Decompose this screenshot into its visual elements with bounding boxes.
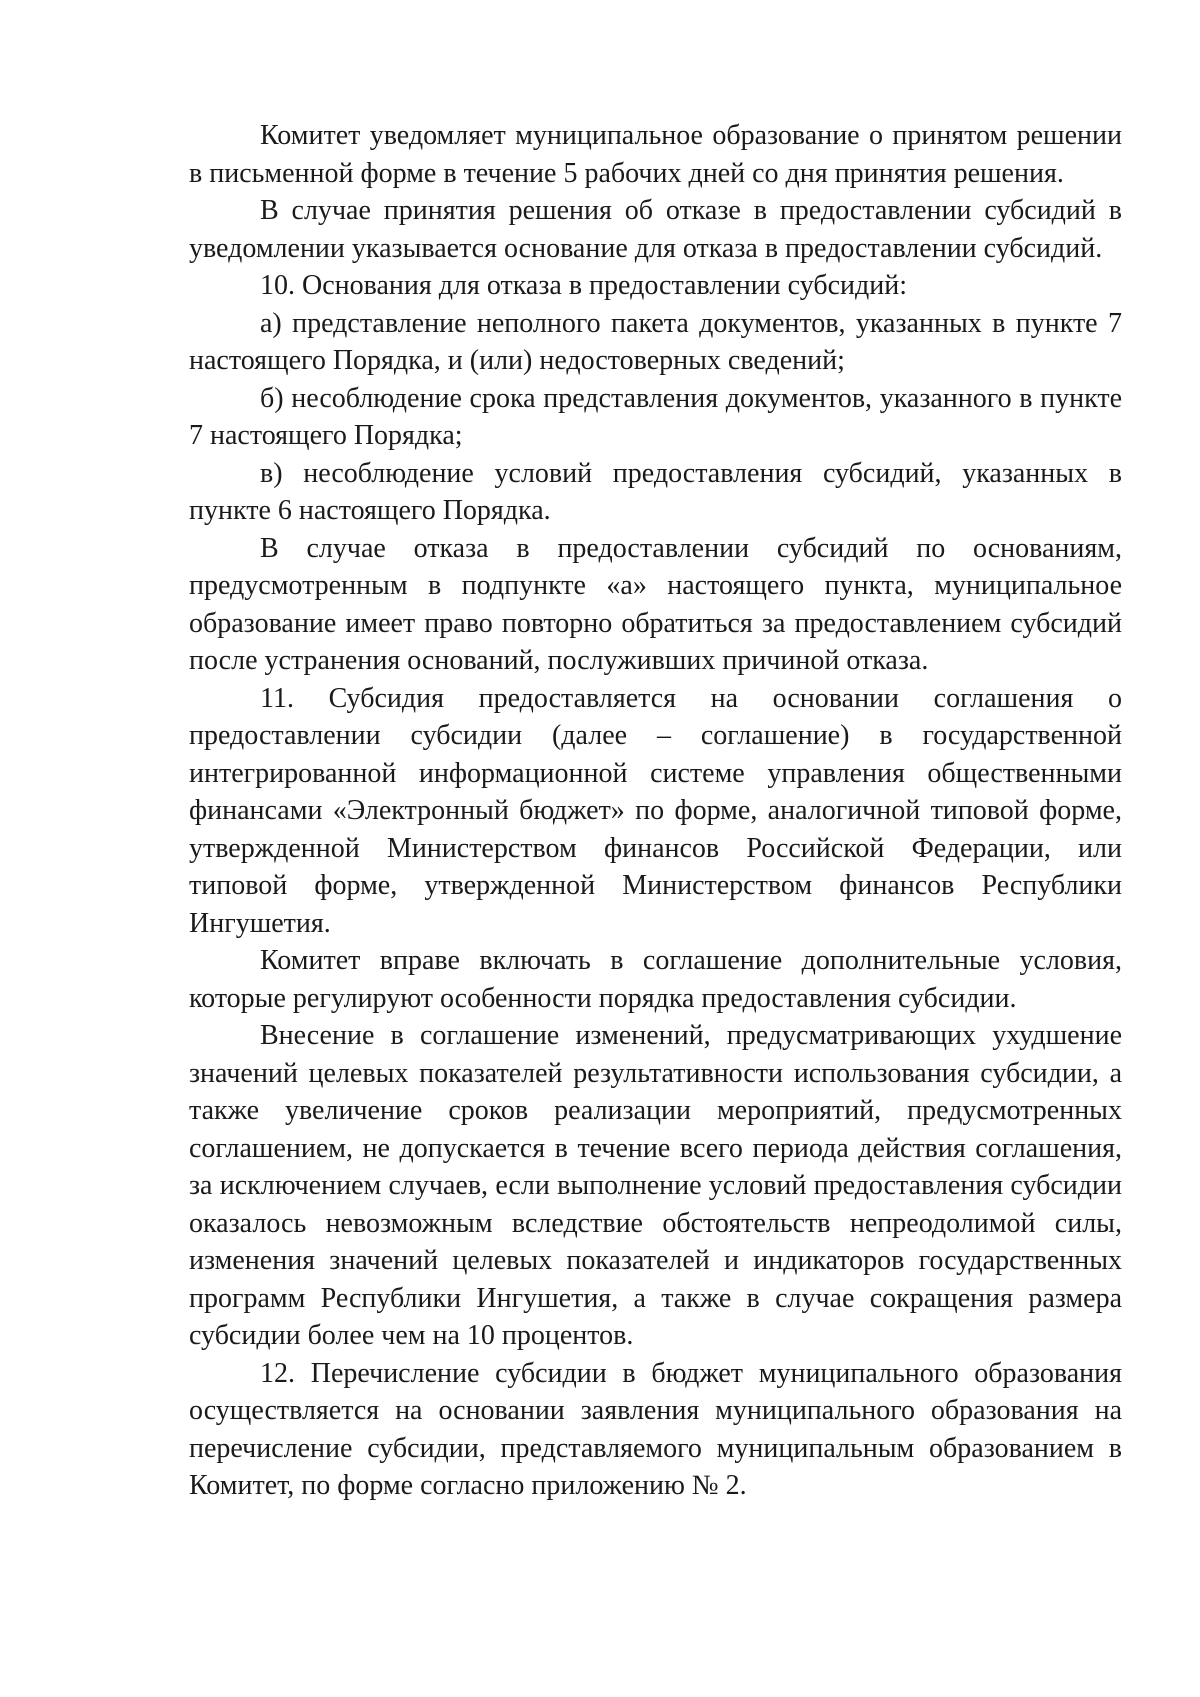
paragraph-refusal-notice: В случае принятия решения об отказе в предоставлении субсидий в уведомлении указывается основание для отказа в предоставлении субсидий. bbox=[189, 195, 1122, 264]
paragraph-item-10v: в) несоблюдение условий предоставления субсидий, указанных в пункте 6 настоящего Порядка. bbox=[189, 457, 1122, 526]
paragraph-additional-conditions: Комитет вправе включать в соглашение дополнительные условия, которые регулируют особенности порядка предоставления субсидии. bbox=[189, 945, 1122, 1014]
paragraph-item-12: 12. Перечисление субсидии в бюджет муниципального образования осуществляется на основании заявления муниципального образования на перечисление субсидии, представляемого муниципальным образованием в Комитет, по форме согласно приложению № 2. bbox=[189, 1357, 1122, 1501]
paragraph-resubmission: В случае отказа в предоставлении субсидий по основаниям, предусмотренным в подпункте «а» настоящего пункта, муниципальное образование имеет право повторно обратиться за предоставлением субсидий после устранения оснований, послуживших причиной отказа. bbox=[189, 532, 1122, 676]
paragraph-item-11: 11. Субсидия предоставляется на основании соглашения о предоставлении субсидии (далее – соглашение) в государственной интегрированной информационной системе управления общественными финансами «Электронный бюджет» по форме, аналогичной типовой форме, утвержденной Министерством финансов Российской Федерации, или типовой форме, утвержденной Министерством финансов Республики Ингушетия. bbox=[189, 682, 1122, 939]
paragraph-item-10a: а) представление неполного пакета документов, указанных в пункте 7 настоящего Порядка, и (или) недостоверных сведений; bbox=[189, 307, 1122, 376]
paragraph-item-10b: б) несоблюдение срока представления документов, указанного в пункте 7 настоящего Порядка; bbox=[189, 382, 1122, 451]
paragraph-item-10: 10. Основания для отказа в предоставлении субсидий: bbox=[260, 270, 908, 301]
paragraph-notification: Комитет уведомляет муниципальное образование о принятом решении в письменной форме в течение 5 рабочих дней со дня принятия решения. bbox=[189, 120, 1122, 189]
document-page bbox=[189, 117, 1122, 1505]
paragraph-amendments: Внесение в соглашение изменений, предусматривающих ухудшение значений целевых показателей результативности использования субсидии, а также увеличение сроков реализации мероприятий, предусмотренных соглашением, не допускается в течение всего периода действия соглашения, за исключением случаев, если выполнение условий предоставления субсидии оказалось невозможным вследствие обстоятельств непреодолимой силы, изменения значений целевых показателей и индикаторов государственных программ Республики Ингушетия, а также в случае сокращения размера субсидии более чем на 10 процентов. bbox=[189, 1020, 1122, 1351]
